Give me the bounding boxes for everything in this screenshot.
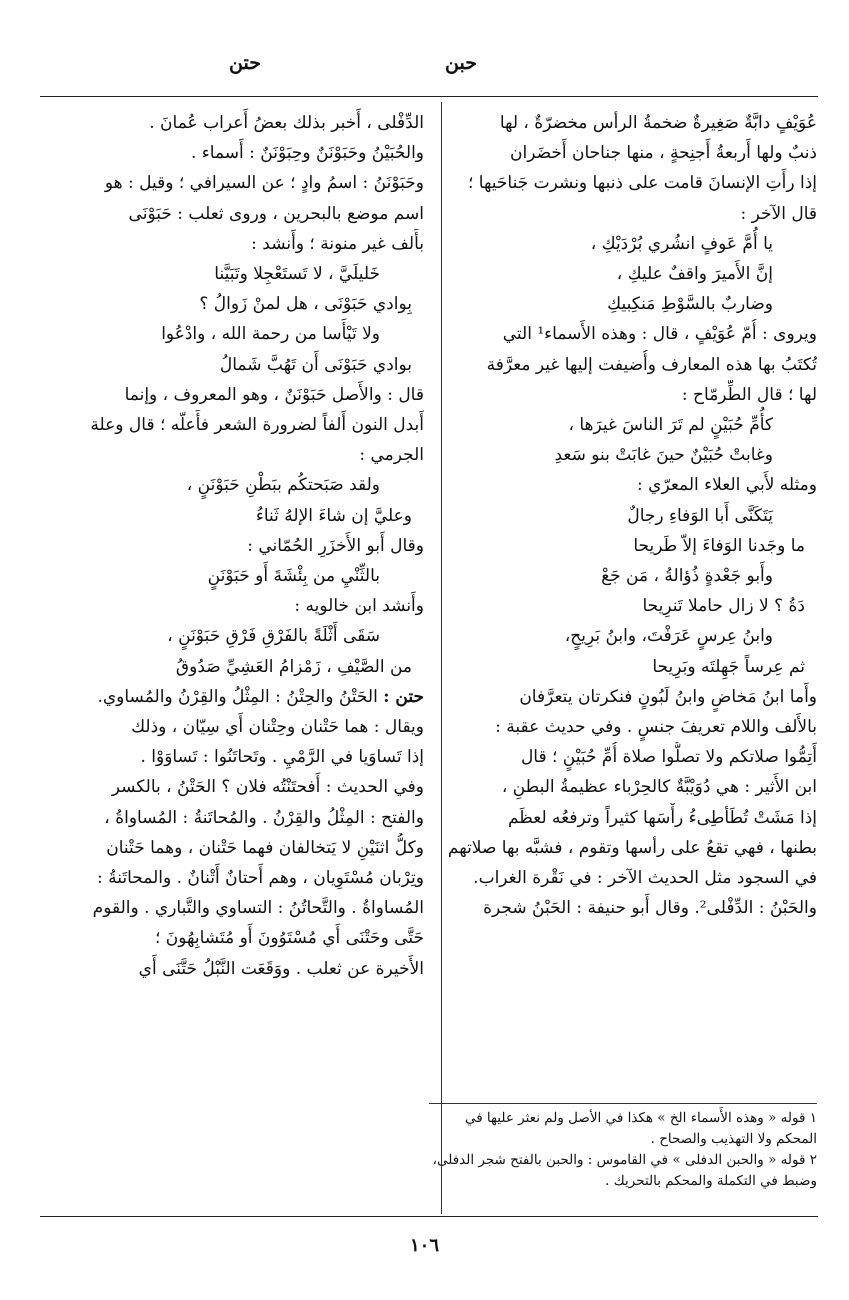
text-line: في السجود مثل الحديث الآخر : في نَقْرة الغراب. <box>473 868 817 889</box>
text-line: عُوَيْفٍ دابَّةٌ صَغِيرةٌ ضخمةُ الرأس مخضرّةٌ ، لها <box>499 113 817 133</box>
text-line: ابن الأَثير : هي دُوَيْبَّةٌ كالحِرْباء عظيمةُ البطنِ ، <box>501 777 817 798</box>
text-line: والفتح : المِثْلُ والقِرْنُ . والمُحاتَنةُ : المُساواةُ ، <box>104 807 424 828</box>
verse-line: من الصَّيْفِ ، زَمْزامُ العَشِيِّ صَدُوقُ <box>175 656 412 677</box>
text-line: وفي الحديث : أَفحتَنْتُه فلان ؟ الحَتْنُ ، بالكسر <box>111 777 424 798</box>
footnotes <box>429 1108 817 1192</box>
text-line: ومثله لأَبي العلاء المعرّي : <box>637 475 817 496</box>
text-line: وأَنشد ابن خالويه : <box>294 596 424 617</box>
verse-line: خَليلَيَّ ، لا تَستَعْجِلا وتَبَيَّنا <box>214 264 380 285</box>
footnote-line: وضبط في التكملة والمحكم بالتحريك . <box>605 1173 817 1189</box>
text-line: وكلُّ اثنَيْنِ لا يَتخالفان فهما حَتْنان ، وهما حَتْنان <box>106 837 424 858</box>
text-line: إذا تَساوَيا في الرَّمْيِ . وتَحاتَنُوا : تَساوَوْا . <box>140 747 424 768</box>
text-line: إذا مَشَتْ تُطَأطِىءُ رأْسَها كثيراً وترفعُه لعظَم <box>507 807 817 828</box>
verse-line: ولا تَيْأَسا من رحمة الله ، وادْعُوا <box>161 324 380 345</box>
header-rule <box>40 96 818 97</box>
running-header-right: حبن <box>445 52 477 74</box>
verse-line: يا أُمَّ عَوفٍ انشُري بُرْدَيْكِ ، <box>590 233 773 254</box>
text-line: المُساواةُ . والتَّحاتُنُ : التساوي والتَّباري . والقوم <box>92 898 424 919</box>
verse-line: وعليَّ إن شاءَ الإلهُ ثَناءُ <box>255 505 412 526</box>
verse-line: ثم عِرساً جَهِلتَه وبَرِيحا <box>652 656 805 677</box>
verse-line: بِوادي حَبَوْنَى ، هل لمنْ زَوالُ ؟ <box>199 294 412 315</box>
verse-line: وضاربٌ بالسَّوْطِ مَنكِبيكِ <box>607 294 773 315</box>
verse-line: ولقد صَبَحتكُم ببَطْنِ حَبَوْنَنٍ ، <box>186 475 380 496</box>
verse-line: وأَبو جَعْدةٍ ذُؤالةُ ، مَن جَعْ <box>601 566 773 587</box>
text-line: قال : والأَصل حَبَوْنَنٌ ، وهو المعروف ، وإنما <box>124 384 424 405</box>
text-line: إذا رأَتِ الإنسانَ قامت على ذنبها ونشرت جَناحَيها ؛ <box>467 173 817 194</box>
text-line: أَتِمُّوا صلاتكم ولا تصلُّوا صلاة أُمِّ حُبَيْنٍ ؛ قال <box>520 747 817 768</box>
verse-line: دَةُ ؟ لا زال حاملا تَنرِيحا <box>642 596 805 617</box>
verse-line: كأُمِّ حُبَيْنٍ لم تَرَ الناسَ غيرَها ، <box>568 415 773 436</box>
verse-line: وابنُ عِرسٍ عَرَفْتَ، وابنُ بَرِيحٍ، <box>564 626 773 647</box>
footer-rule <box>40 1216 818 1217</box>
text-line: والحُبَيْنُ وحَبَوْنَنٌ وحِبَوْنَنٌ : أَسماء . <box>190 143 424 164</box>
text-line: وحَبَوْنَنُ : اسمُ وادٍ ؛ عن السيرافي ؛ وقيل : هو <box>104 173 424 194</box>
verse-line: ما وجَدنا الوَفاءَ إلاّ طَريحا <box>633 535 805 556</box>
text-line: الجرمي : <box>359 445 424 466</box>
text-line: ويقال : هما حَتْنان وحِتْنان أَي سِيّان ، وذلك <box>131 717 424 738</box>
right-column <box>429 108 817 923</box>
page-number: ١٠٦ <box>409 1235 439 1256</box>
text-line: ويروى : أُمّ عُوَيْفٍ ، قال : وهذه الأَسماء¹ التي <box>502 324 817 345</box>
verse-line: وغابتْ حُبَيْنٌ حينَ غابَتْ بنو سَعدِ <box>554 445 773 466</box>
footnote-rule <box>429 1103 817 1104</box>
entry-text: الحَتْنُ والحِتْنُ : المِثْلُ والقِرْنُ والمُساوي. <box>97 686 378 707</box>
verse-line: بالثِّنْيِ من بِئْشَةَ أَو حَبَوْنَنٍ <box>207 566 380 587</box>
left-column <box>40 108 424 984</box>
text-line: اسم موضع بالبحرين ، وروى ثعلب : حَبَوْنَى <box>128 203 424 224</box>
footnote-line: ٢ قوله « والحبن الدفلى » في القاموس : والحبن بالفتح شجر الدفلى، <box>432 1152 817 1168</box>
text-line: بطنها ، فهي تقعُ على رأسها وتقوم ، فشبَّه بها صلاتهم <box>447 837 817 858</box>
verse-line: سَقَى أَثْلَةً بالفَرْقِ فَرْقِ حَبَوْنَنٍ ، <box>167 626 380 647</box>
text-line: الدِّفْلى ، أَخبر بذلك بعضُ أَعراب عُمانَ . <box>149 113 424 133</box>
running-header-left: حتن <box>229 52 261 74</box>
text-line: وتِرْبان مُسْتَوِيان ، وهم أَحتانٌ أَتْنانٌ . والمحاتَنةُ : <box>97 868 424 889</box>
text-line: بالأَلف واللام تعريفَ جنسٍ . وفي حديث عقبة : <box>495 717 817 738</box>
text-line: الأَخيرة عن ثعلب . ووَقَعَت النَّبْلُ حَتَّنَى أَي <box>138 958 424 979</box>
verse-line: يَتَكَنَّى أَبا الوَفاءِ رجالٌ <box>627 505 773 526</box>
verse-line: بوادي حَبَوْنَى أَن تَهُبَّ شَمالُ <box>219 354 412 375</box>
text-line: بأَلف غير منونة ؛ وأَنشد : <box>251 233 424 254</box>
text-line: أَبدل النون أَلفاً لضرورة الشعر فأَعلّه ؛ قال وعلة <box>90 415 424 436</box>
text-line: حَتَّى وحَتْنَى أَي مُسْتَوُونَ أَو مُتَشابِهُونَ ؛ <box>154 928 424 949</box>
text-line: وأَما ابنُ مَخاضٍ وابنُ لَبُونٍ فنكرتان يتعرَّفان <box>519 686 817 707</box>
text-line: تُكتَبُ بها هذه المعارف وأُضيفت إليها غير معرَّفة <box>486 354 817 375</box>
text-line: قال الآخر : <box>740 203 817 224</box>
text-line: وقال أَبو الأَخزَرِ الحُمّاني : <box>247 535 424 556</box>
entry-line <box>40 682 424 712</box>
text-line: ذنبٌ ولها أَربعةُ أَجنِحةٍ ، منها جناحان أَخضَران <box>510 143 817 164</box>
footnote-line: المحكم ولا التهذيب والصحاح . <box>650 1131 817 1147</box>
text-line: والحَبْنُ : الدِّفْلى². وقال أَبو حنيفة : الحَبْنُ شجرة <box>483 898 817 919</box>
footnote-line: ١ قوله « وهذه الأَسماء الخ » هكذا في الأصل ولم نعثر عليها في <box>464 1110 817 1126</box>
text-line: لها ؛ قال الطِّرمّاح : <box>681 384 817 405</box>
entry-headword: حتن : <box>383 686 424 707</box>
verse-line: إنَّ الأَميرَ واقفٌ عليكِ ، <box>616 264 773 285</box>
